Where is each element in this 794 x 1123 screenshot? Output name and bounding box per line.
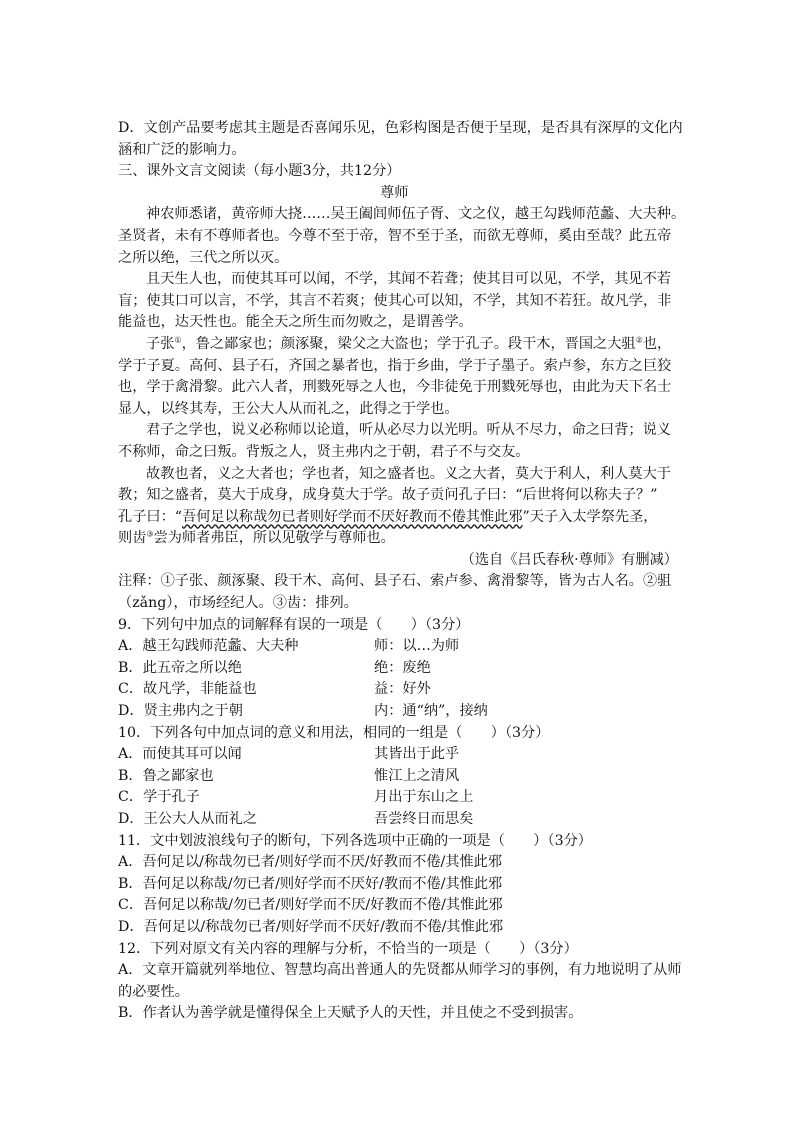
question-10-stem: 10．下列各句中加点词的意义和用法，相同的一组是（ ）（3分） bbox=[118, 724, 550, 741]
notes-line1: 注释：①子张、颜涿聚、段干木、高何、县子石、索卢参、禽滑黎等，皆为古人名。②驵 bbox=[118, 573, 672, 590]
passage-p2-line1: 且天生人也，而使其耳可以闻，不学，其闻不若聋；使其目可以见，不学，其见不若 bbox=[146, 271, 671, 288]
question-10-option-b bbox=[118, 766, 678, 788]
passage-p3-text-c: 也， bbox=[642, 335, 672, 352]
option-text: B．此五帝之所以绝 bbox=[118, 659, 242, 676]
question-11-option-b: B．吾何足以称哉/勿已者/则好学而不厌好/教而不倦/其惟此邪 bbox=[118, 875, 503, 892]
passage-source: （选自《吕氏春秋·尊师》有删减） bbox=[460, 551, 678, 568]
question-11-option-c: C．吾何足以称哉/勿已者/则好学而不厌/好教而不倦/其惟此邪 bbox=[118, 897, 503, 914]
option-compare: 其皆出于此乎 bbox=[374, 746, 460, 763]
question-9-option-d bbox=[118, 701, 678, 723]
question-11-stem: 11．文中划波浪线句子的断句，下列各选项中正确的一项是（ ）（3分） bbox=[118, 832, 592, 849]
passage-p5-line2: 教；知之盛者，莫大于成身，成身莫大于学。故子贡问孔子曰：“后世将何以称夫子？” bbox=[118, 487, 658, 504]
passage-p5-line3 bbox=[118, 507, 678, 529]
passage-p1-line2: 圣贤者，未有不尊师者也。今尊不至于帝，智不至于圣，而欲无尊师，奚由至哉？此五帝 bbox=[118, 227, 672, 244]
prev-option-d-line2: 涵和广泛的影响力。 bbox=[118, 141, 246, 158]
question-12-option-a-line2: 的必要性。 bbox=[118, 983, 189, 1000]
notes-line2: （zǎng），市场经纪人。③齿：排列。 bbox=[118, 595, 358, 612]
option-gloss: 内：通“纳”，接纳 bbox=[374, 703, 488, 720]
option-gloss: 益：好外 bbox=[374, 681, 431, 698]
passage-p5-text-a: 孔子曰：“ bbox=[118, 508, 183, 525]
passage-p5-text-d: 尝为师者弗臣，所以见敬学与尊师也。 bbox=[153, 530, 395, 547]
footnote-marker-1: ① bbox=[174, 335, 182, 345]
option-gloss: 师：以…为师 bbox=[374, 638, 460, 655]
question-12-stem: 12．下列对原文有关内容的理解与分析，不恰当的一项是（ ）（3分） bbox=[118, 940, 578, 957]
footnote-marker-2: ② bbox=[635, 335, 643, 345]
passage-p3-line2: 学于子夏。高何、县子石，齐国之暴者也，指于乡曲，学于子墨子。索卢参，东方之巨狡 bbox=[118, 357, 672, 374]
option-text: A．越王勾践师范蠡、大夫种 bbox=[118, 638, 299, 655]
option-compare: 惟江上之清风 bbox=[374, 767, 460, 784]
question-12-option-b: B．作者认为善学就是懂得保全上天赋予人的天性，并且使之不受到损害。 bbox=[118, 1005, 583, 1022]
question-11-option-d: D．吾何足以/称哉勿已者/则好学而不厌好/教而不倦/其惟此邪 bbox=[118, 918, 504, 935]
option-text: D．贤主弗内之于朝 bbox=[118, 703, 243, 720]
question-9-option-b bbox=[118, 658, 678, 680]
question-9-stem: 9．下列句中加点的词解释有误的一项是（ ）（3分） bbox=[118, 616, 470, 633]
passage-p3-line3: 也，学于禽滑黎。此六人者，刑戮死辱之人也，今非徒免于刑戮死辱也，由此为天下名士 bbox=[118, 379, 672, 396]
passage-p5-text-b: ”天子入太学祭先圣， bbox=[522, 508, 658, 525]
question-9-option-c bbox=[118, 679, 678, 701]
question-11-option-a: A．吾何足以/称哉勿已者/则好学而不厌/好教而不倦/其惟此邪 bbox=[118, 854, 503, 871]
question-12-option-a-line1: A．文章开篇就列举地位、智慧均高出普通人的先贤都从师学习的事例，有力地说明了从师 bbox=[118, 962, 682, 979]
question-10-option-d bbox=[118, 809, 678, 831]
passage-p2-line3: 能益也，达天性也。能全天之所生而勿败之，是谓善学。 bbox=[118, 314, 473, 331]
passage-title: 尊师 bbox=[380, 184, 409, 201]
option-text: A．而使其耳可以闻 bbox=[118, 746, 242, 763]
option-compare: 月出于东山之上 bbox=[374, 789, 474, 806]
footnote-marker-3: ③ bbox=[146, 529, 154, 539]
prev-option-d-line1: D．文创产品要考虑其主题是否喜闻乐见，色彩构图是否便于呈现，是否具有深厚的文化内 bbox=[118, 120, 683, 136]
option-text: C．学于孔子 bbox=[118, 789, 200, 806]
option-compare: 吾尝终日而思矣 bbox=[374, 811, 474, 827]
question-10-option-c bbox=[118, 787, 678, 809]
passage-p2-line2: 盲；使其口可以言，不学，其言不若爽；使其心可以知，不学，其知不若狂。故凡学，非 bbox=[118, 292, 672, 309]
passage-p3-line1 bbox=[118, 334, 678, 356]
passage-p4-line1: 君子之学也，说义必称师以论道，听从必尽力以光明。听从不尽力，命之曰背；说义 bbox=[146, 422, 671, 439]
option-text: B．鲁之鄙家也 bbox=[118, 767, 214, 784]
option-gloss: 绝：废绝 bbox=[374, 659, 431, 676]
passage-p4-line2: 不称师，命之曰叛。背叛之人，贤主弗内之于朝，君子不与交友。 bbox=[118, 443, 530, 460]
passage-p1-line3: 之所以绝，三代之所以灭。 bbox=[118, 249, 289, 266]
passage-p5-text-c: 则齿 bbox=[118, 530, 147, 547]
section-heading: 三、课外文言文阅读（每小题3分，共12分） bbox=[118, 163, 401, 180]
question-10-option-a bbox=[118, 744, 678, 766]
question-9-option-a bbox=[118, 636, 678, 658]
passage-p3-text-b: ，鲁之鄙家也；颜涿聚，梁父之大盗也；学于孔子。段干木，晋国之大驵 bbox=[181, 335, 636, 352]
passage-p3-text-a: 子张 bbox=[146, 335, 175, 352]
passage-p5-line1: 故教也者，义之大者也；学也者，知之盛者也。义之大者，莫大于利人，利人莫大于 bbox=[146, 465, 671, 482]
passage-p5-line4 bbox=[118, 528, 678, 550]
passage-p1-line1: 神农师悉诸，黄帝师大挠……吴王阖闾师伍子胥、文之仪，越王勾践师范蠡、大夫种。 bbox=[146, 206, 686, 223]
option-text: D．王公大人从而礼之 bbox=[118, 811, 258, 827]
exam-page bbox=[118, 118, 686, 1025]
wavy-underlined-sentence: 吾何足以称哉勿已者则好学而不厌好教而不倦其惟此邪 bbox=[182, 508, 523, 525]
passage-p3-line4: 显人，以终其寿，王公大人从而礼之，此得之于学也。 bbox=[118, 400, 459, 417]
option-text: C．故凡学，非能益也 bbox=[118, 681, 257, 698]
